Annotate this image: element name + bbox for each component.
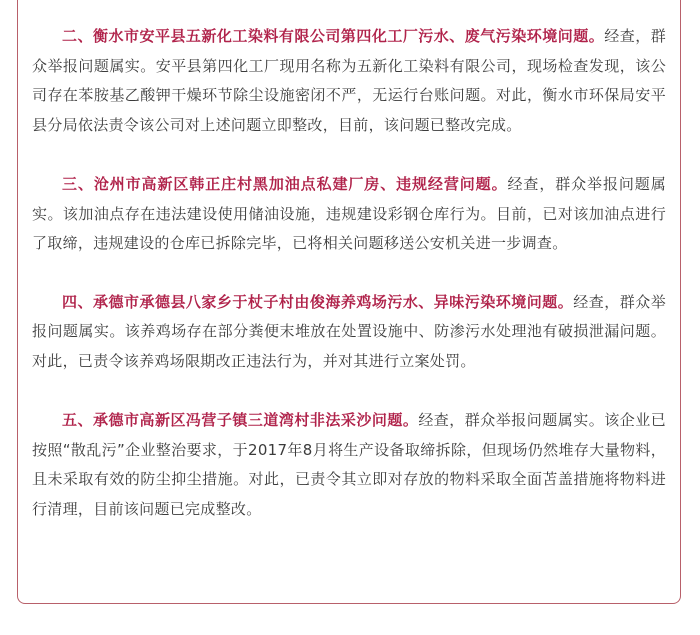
- item-heading: 五、承德市高新区冯营子镇三道湾村非法采沙问题。: [62, 411, 419, 429]
- item-paragraph-2: [32, 22, 666, 140]
- item-heading: 二、衡水市安平县五新化工染料有限公司第四化工厂污水、废气污染环境问题。: [62, 27, 605, 45]
- article-body: [32, 22, 666, 554]
- item-text: 经查，群众举报问题属实。该养鸡场存在部分粪便末堆放在处置设施中、防渗污水处理池有破损泄漏问题。对此，已责令该养鸡场限期改正违法行为，并对其进行立案处罚。: [32, 292, 666, 370]
- item-paragraph-5: [32, 406, 666, 524]
- item-paragraph-4: [32, 288, 666, 377]
- item-text: 经查，群众举报问题属实。安平县第四化工厂现用名称为五新化工染料有限公司，现场检查发现，该公司存在苯胺基乙酸钾干燥环节除尘设施密闭不严，无运行台账问题。对此，衡水市环保局安平县分局依法责令该公司对上述问题立即整改，目前，该问题已整改完成。: [32, 27, 666, 134]
- item-heading: 四、承德市承德县八家乡于杖子村由俊海养鸡场污水、异味污染环境问题。: [62, 292, 574, 311]
- item-text: 经查，群众举报问题属实。该加油点存在违法建设使用储油设施，违规建设彩钢仓库行为。目前，已对该加油点进行了取缔，违规建设的仓库已拆除完毕，已将相关问题移送公安机关进一步调查。: [32, 175, 666, 252]
- item-heading: 三、沧州市高新区韩正庄村黑加油点私建厂房、违规经营问题。: [62, 175, 508, 193]
- item-text: 经查，群众举报问题属实。该企业已按照“散乱污”企业整治要求，于2017年8月将生产设备取缔拆除，但现场仍然堆存大量物料，且未采取有效的防尘抑尘措施。对此，已责令其立即对存放的物料采取全面苫盖措施将物料进行清理，目前该问题已完成整改。: [32, 411, 666, 518]
- item-paragraph-3: [32, 170, 666, 259]
